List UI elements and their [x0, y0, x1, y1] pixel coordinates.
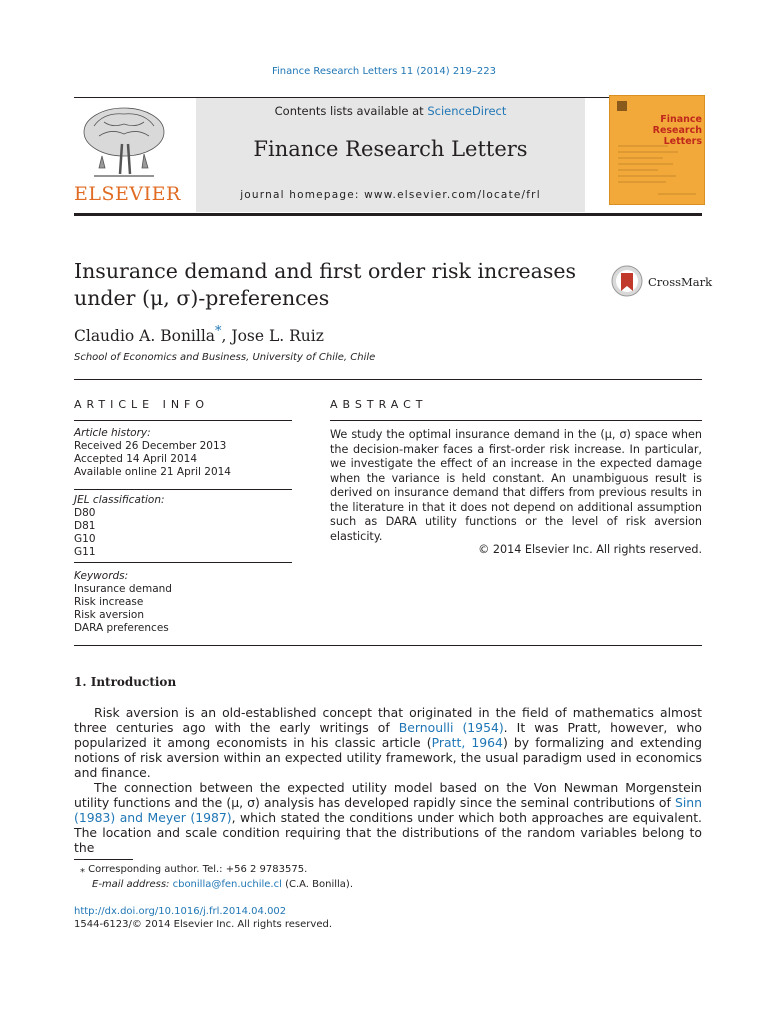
section-heading: 1. Introduction — [74, 675, 177, 689]
citation-link[interactable]: Pratt, 1964 — [431, 735, 503, 750]
article-info-heading: ARTICLE INFO — [74, 398, 210, 411]
header-bottom-rule — [74, 213, 702, 216]
article-title: Insurance demand and first order risk increases under (μ, σ)-preferences — [74, 259, 577, 310]
cover-contents-lines — [618, 142, 698, 200]
sciencedirect-link[interactable]: ScienceDirect — [427, 104, 507, 118]
jel-classification: JEL classification: D80 D81 G10 G11 — [74, 494, 165, 558]
citation-link[interactable]: Sinn (1983) and Meyer (1987) — [74, 795, 702, 825]
elsevier-logo-text: ELSEVIER — [74, 183, 181, 205]
issn-line: 1544-6123/© 2014 Elsevier Inc. All rights reserved. — [74, 919, 332, 930]
crossmark-icon[interactable] — [611, 265, 643, 301]
contents-line: Contents lists available at ScienceDirect — [274, 104, 507, 118]
article-history: Article history: Received 26 December 2013 Accepted 14 April 2014 Available online 21 April 2014 — [74, 427, 231, 478]
abstract-copyright: © 2014 Elsevier Inc. All rights reserved. — [478, 543, 702, 556]
divider — [74, 645, 702, 646]
crossmark-label[interactable]: CrossMark — [648, 275, 713, 289]
authors — [74, 324, 324, 345]
citation-link[interactable]: Bernoulli (1954) — [398, 720, 504, 735]
keywords: Keywords: Insurance demand Risk increase Risk aversion DARA preferences — [74, 570, 172, 634]
divider — [74, 489, 292, 490]
journal-title: Finance Research Letters — [253, 137, 528, 161]
divider — [74, 379, 702, 380]
paragraph: The connection between the expected utility model based on the Von Newman Morgenstein utility functions and the (μ, σ) analysis has developed rapidly since the seminal contributions of Sinn (1983) and Meyer (1987), which stated the conditions under which both approaches are equivalent. The location and scale condition requiring that the distributions of the random variables belong to the — [74, 780, 702, 855]
author-name: , Jose L. Ruiz — [221, 327, 324, 346]
journal-homepage[interactable]: journal homepage: www.elsevier.com/locate/frl — [240, 189, 541, 201]
author-name: Claudio A. Bonilla — [74, 327, 216, 346]
paragraph: Risk aversion is an old-established concept that originated in the field of mathematics almost three centuries ago with the early writings of Bernoulli (1954). It was Pratt, however, who popularized it among economists in his classic article (Pratt, 1964) by formalizing and extending notions of risk aversion within an expected utility framework, the usual paradigm used in economics and finance. — [74, 705, 702, 780]
divider — [74, 562, 292, 563]
abstract-text: We study the optimal insurance demand in the (μ, σ) space when the decision-maker faces a first-order risk increase. In particular, we investigate the effect of an increase in the expected damage when the variance is held constant. An unambiguous result is derived on insurance demand that differs from previous results in the literature in that it does not depend on additional assumption such as DARA utility functions or the level of risk aversion elasticity. — [330, 428, 702, 543]
doi-link[interactable]: http://dx.doi.org/10.1016/j.frl.2014.04.002 — [74, 906, 287, 917]
abstract-heading: ABSTRACT — [330, 398, 428, 411]
corresponding-author-note: ⁎ Corresponding author. Tel.: +56 2 9783575. — [80, 864, 308, 875]
divider — [74, 420, 292, 421]
elsevier-tree-logo — [74, 104, 174, 188]
cover-title: Finance Research Letters — [652, 114, 702, 147]
divider — [330, 420, 702, 421]
affiliation: School of Economics and Business, University of Chile, Chile — [74, 352, 376, 363]
journal-citation[interactable]: Finance Research Letters 11 (2014) 219–223 — [271, 66, 497, 77]
journal-cover — [609, 95, 705, 205]
introduction-text — [74, 705, 702, 855]
footnote-rule — [74, 859, 133, 860]
email-link[interactable]: cbonilla@fen.uchile.cl — [172, 879, 282, 890]
corresponding-author-mark[interactable]: * — [215, 324, 222, 339]
email-note: E-mail address: cbonilla@fen.uchile.cl (C.A. Bonilla). — [92, 879, 354, 890]
cover-logo-icon — [616, 100, 628, 112]
